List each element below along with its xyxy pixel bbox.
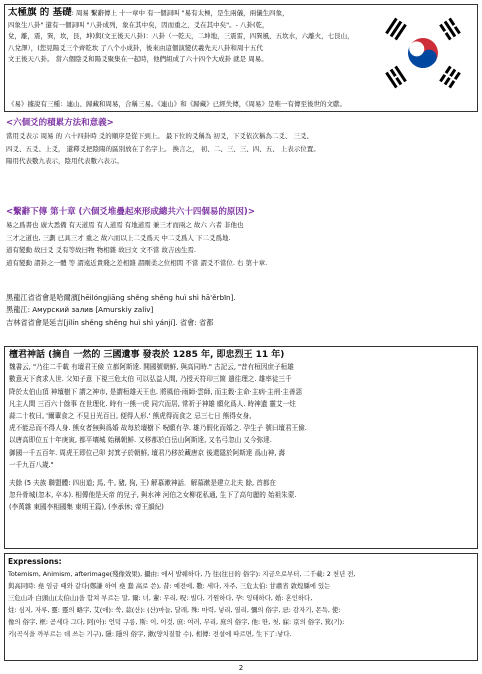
expressions-title: Expressions: [8, 557, 62, 566]
dangun-line: 虎不能忌而不得人身. 熊女者無與爲婚 故每於壇樹下 呪願有孕. 雄乃假化而婚之. 孕生子 號曰壇君王儉. [9, 424, 307, 433]
buyeo-line: 夫餘 (5 夫族 聯盟體: 四出道; 馬, 牛, 豬, 狗, 王) 解慕漱神話．解慕漱是建立北夫 餘, 首都在 [9, 479, 277, 488]
dangun-myth-box [4, 346, 478, 549]
provincial-capitals-section [6, 292, 476, 329]
dangun-title: 檀君神話 (摘自 一然的 三國遺事 發表於 1285 年, 即忠烈王 11 年) [9, 350, 285, 360]
six-yao-heading: <六個爻的積累方法和意義> [6, 118, 114, 128]
dangun-line: 降於太伯山頂 神壇樹下 謂之神市, 是謂桓雄天王也. 將風伯·雨師·雲師, 而主穀·主命·主病·主刑·主善惡 [9, 387, 303, 396]
expression-line: 三危山과 白頭山(太伯山)을 합쳐 부르는 말, 爾: 너, 輩: 무리, 呪: 빌다, 기원하다, 孕: 잉태하다, 婚: 혼인하다, [8, 594, 313, 602]
dangun-line: 一千九百八歲." [9, 460, 54, 469]
taegeukgi-foundation-box [4, 4, 478, 112]
foundation-line: 八兌澤），(您見陽爻三个齊乾坎 了八个小成卦，後來由這個演變伏羲先天八卦和周十五代 [8, 43, 263, 52]
six-yao-line: 陽用代表數九表示，陰用代表數六表示。 [6, 157, 123, 166]
page-number: 2 [238, 664, 244, 672]
foundation-line: 《易》據說有三種：連山、歸藏和周易，合稱三易。《連山》和《歸藏》已經失傳，《周易》是唯一有傳至後世的文獻。 [8, 100, 346, 108]
xici-heading: <繫辭下傳 第十章 (六個爻堆疊起來形成總共六十四個易的原因)> [6, 207, 255, 217]
capital-line: 黑龍江省省會是哈爾濱[hēilóngjiāng shěng shěng huì shì hā'ěrbīn]. [6, 293, 236, 302]
expression-line: Totemism, Animism, afterimage(殘像效果), 攝由: 에서 발췌하다, 乃 往(往日的 俗字): 지금으로부터, 二千載: 2 천년 전, [8, 570, 356, 578]
dangun-line: 御國一千五百年. 周虎王即位己卯 封箕子於朝鮮, 壇君乃移於藏唐京 後還隱於阿斯達 爲山神, 壽 [9, 448, 286, 457]
xici-line: 道有變動 故曰爻 爻有等故曰物 物相雜 故曰文 文不當 故吉凶生焉. [6, 246, 196, 255]
dangun-line: 數意天下貪求人世. 父知子意 下視三危太伯 可以弘益人間, 乃授天符印三箇 遣往理之. 雄率徒三千 [9, 375, 292, 384]
xici-line: 道有變動 謂卦之一體 等 謂遠近貴賤之差相雜 謂剛柔之位相間 不當 謂爻不當位. 右 第十章. [6, 258, 268, 267]
taegukgi-flag-icon [369, 11, 477, 95]
dangun-line: 凡主人間 三百六十餘事 在世理化. 時有一熊一虎 同穴而居, 常祈于神雄 願化爲人. 時神遺 靈艾一炷 [9, 399, 296, 408]
buyeo-line: 忽升骨城(忽本, 卒本). 相傳他是天帝 的兒子, 與水神 河伯之女柳花私通, 生下了高句麗的 始祖朱蒙. [9, 491, 297, 500]
dangun-line: 蒜二十枚曰, '爾輩食之 不見日光百日, 便得人形.' 熊虎得而食之 忌三七日 熊得女身, [9, 412, 252, 421]
dangun-myth-text [9, 349, 475, 514]
expression-line: 像의 俗字, 框: 곧세다 그다, 阿(아): 언덕 구릉, 斯: 이, 이것, 庶: 여러, 무리, 庶의 俗字, 他: 딴, 첫, 寐: 京의 俗字, 箕(기): [8, 618, 345, 626]
six-yao-line: 四爻、五爻、上爻， 還釋爻把陰陽的區別放在了名字上。 換言之， 初、二、三、三、四、五、 上表示位置。 [6, 144, 320, 153]
expressions-box [4, 553, 478, 661]
dangun-line: 以唐高即位五十年庚寅, 都平壤城 始稱朝鮮. 又移都於白岳山阿斯達, 又名弓忽山 又今弥達. [9, 436, 272, 445]
foundation-line: 四象生八卦" 還有一個詞叫 "八卦成列，象在其中矣，因而重之，爻在其中矣"。- 八卦(乾， [8, 20, 269, 29]
foundation-line: 文王後天八卦。 當六個陰爻和陽爻聚集在一起時，他們組成了六十四个大成卦 就是 周易。 [8, 55, 268, 64]
foundation-line: : 周易 繫辭傳上 十一章中 有一個詞叫 "易有太極，是生兩儀，兩儀生四象， [71, 9, 289, 17]
six-yao-line: 當用爻表示 周易 的 六十四卦時 爻的順序是從下到上。 最下位的爻稱為 初爻，下爻依次稱為二爻、 三爻、 [6, 132, 313, 140]
expression-line: 키(곡식을 까부르는 데 쓰는 기구), 隱: 隱의 俗字, 漱(양치질할 수), 相傳: 전설에 따르면, 生下了:낳다. [8, 630, 292, 638]
capital-line: 黑龍江: Амурский залив [Amurskiy zaliv] [6, 305, 154, 315]
xici-section [6, 206, 476, 269]
capital-line: 吉林省省會是延吉[jílín shěng shěng huì shì yánjí]. 省會: 省都 [6, 317, 214, 327]
expressions-text [8, 556, 476, 640]
buyeo-line: (李萬雜 東國李相國集 東明王篇), (李承休; 帝王韻紀) [9, 503, 164, 512]
foundation-line: 兌，離，震，巽，坎，艮，坤)與(文王後天八卦)：八卦（一乾天，二坤地，三震雷，四巽風，五坎水，六離火，七艮山， [8, 32, 354, 41]
xici-line: 三才之道也, 三劃 已具三才 重之 故六而以上二爻爲天 中二爻爲人 下二爻爲地. [6, 233, 231, 242]
taegeukgi-title: 太極旗 的 基礎 [8, 7, 72, 18]
six-yao-section [6, 117, 476, 168]
xici-line: 易之爲書也 廣大悉備 有天道焉 有人道焉 有地道焉 兼三才而兩之 故六 六者 非他也 [6, 221, 244, 229]
expression-line: 炷: 심지, 자루, 靈: 靈의 略字, 艾(애): 쑥, 蒜(산): (산)마늘, 달래, 殊: 마력, 넣리, 열리, 彌의 俗字, 忌: 감자기, 몬득, 使: [8, 606, 341, 614]
expression-line: 與高同時: 堯 임금 때와 같다(鄭謙 하여 堯 蠢 高로 쓴), 昔: 예전에, 數: 세다, 자주, 三危太伯: 甘肅省 敦煌縣에 있는 [8, 582, 331, 590]
dangun-line: 魏書云, "乃往二千載 有壇君王儉 立都阿斯達. 開國號朝鮮, 與高同時." 古記云, "昔有桓因庶子桓雄 [9, 363, 294, 372]
taegeukgi-foundation-text [8, 7, 364, 66]
